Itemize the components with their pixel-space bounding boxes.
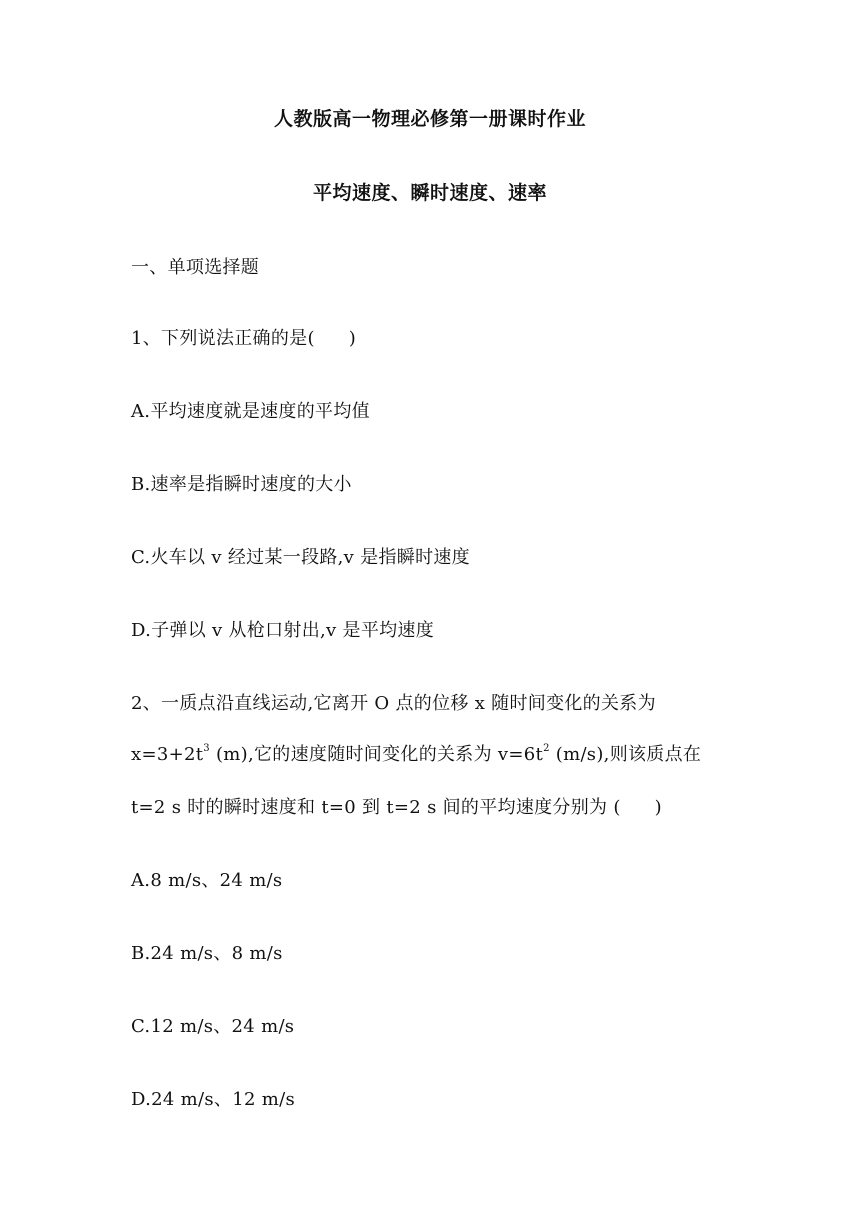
question-2-stem-line-3 (131, 793, 662, 819)
question-1-option-d: D.子弹以 v 从枪口射出,v 是平均速度 (131, 620, 435, 641)
question-1-option-b: B.速率是指瞬时速度的大小 (131, 474, 352, 495)
velocity-equation: (m),它的速度随时间变化的关系为 v=6t (209, 744, 544, 765)
question-2-stem-line-2 (131, 740, 701, 766)
question-2-stem-line-1: 2、一质点沿直线运动,它离开 O 点的位移 x 随时间变化的关系为 (131, 693, 656, 714)
question-1-option-a: A.平均速度就是速度的平均值 (131, 401, 370, 422)
document-title: 人教版高一物理必修第一册课时作业 (273, 108, 586, 130)
question-1-stem (131, 324, 356, 350)
question-1-option-c: C.火车以 v 经过某一段路,v 是指瞬时速度 (131, 547, 470, 568)
question-1-stem-close: ) (348, 328, 357, 349)
stem-continuation: (m/s),则该质点在 (549, 744, 702, 765)
question-1-stem-text: 1、下列说法正确的是( (131, 328, 315, 349)
question-2-option-b: B.24 m/s、8 m/s (131, 943, 283, 964)
question-2-stem-close: ) (654, 797, 662, 818)
question-2-stem-text: t=2 s 时的瞬时速度和 t=0 到 t=2 s 间的平均速度分别为 ( (131, 797, 621, 818)
question-2-option-c: C.12 m/s、24 m/s (131, 1016, 295, 1037)
section-heading: 一、单项选择题 (131, 257, 260, 278)
exponent-3: 3 (203, 743, 210, 754)
question-2-option-d: D.24 m/s、12 m/s (131, 1089, 296, 1110)
question-2-option-a: A.8 m/s、24 m/s (131, 870, 283, 891)
exponent-2: 2 (543, 743, 550, 754)
position-equation: x=3+2t (131, 744, 204, 765)
document-subtitle: 平均速度、瞬时速度、速率 (312, 182, 547, 204)
